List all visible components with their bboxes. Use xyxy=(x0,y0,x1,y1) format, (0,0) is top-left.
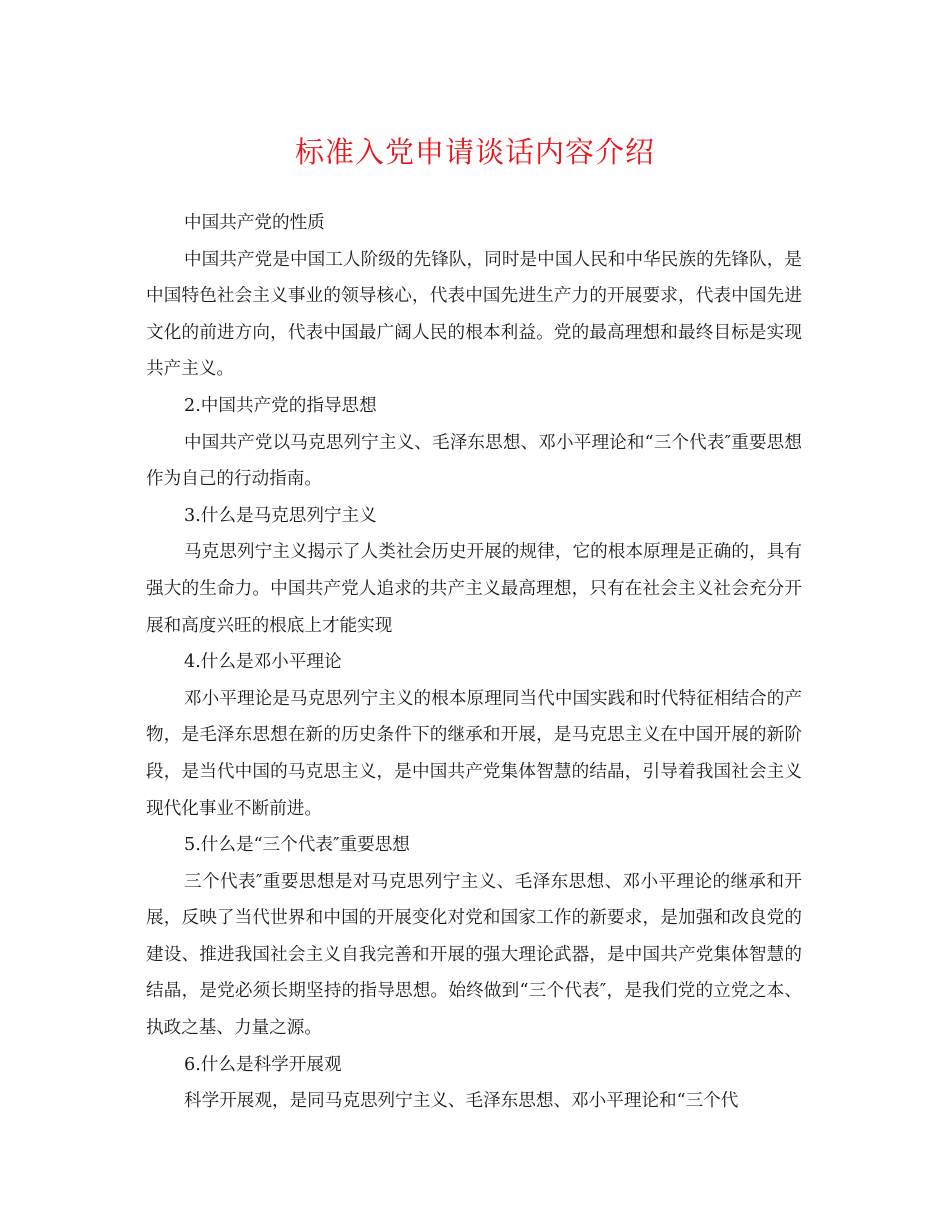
body-paragraph: 马克思列宁主义揭示了人类社会历史开展的规律，它的根本原理是正确的，具有强大的生命力。中国共产党人追求的共产主义最高理想，只有在社会主义社会充分开展和高度兴旺的根底上才能实现 xyxy=(146,542,802,636)
section-heading: 2.中国共产党的指导思想 xyxy=(184,395,377,416)
body-paragraph: 中国共产党是中国工人阶级的先锋队，同时是中国人民和中华民族的先锋队，是中国特色社会主义事业的领导核心，代表中国先进生产力的开展要求，代表中国先进文化的前进方向，代表中国最广阔人民的根本利益。党的最高理想和最终目标是实现共产主义。 xyxy=(146,249,802,380)
section-heading: 5.什么是“三个代表″重要思想 xyxy=(184,835,410,856)
section-heading: 3.什么是马克思列宁主义 xyxy=(184,505,377,526)
body-paragraph: 科学开展观，是同马克思列宁主义、毛泽东思想、邓小平理论和“三个代 xyxy=(184,1091,739,1112)
section-heading: 4.什么是邓小平理论 xyxy=(184,652,342,673)
body-paragraph: 中国共产党以马克思列宁主义、毛泽东思想、邓小平理论和“三个代表″重要思想作为自己的行动指南。 xyxy=(146,432,802,490)
body-paragraph: 三个代表″重要思想是对马克思列宁主义、毛泽东思想、邓小平理论的继承和开展，反映了当代世界和中国的开展变化对党和国家工作的新要求，是加强和改良党的建设、推进我国社会主义自我完善和开展的强大理论武器，是中国共产党集体智慧的结晶，是党必须长期坚持的指导思想。始终做到“三个代表″，是我们党的立党之本、执政之基、力量之源。 xyxy=(146,871,802,1039)
section-heading: 中国共产党的性质 xyxy=(184,213,325,233)
body-paragraph: 邓小平理论是马克思列宁主义的根本原理同当代中国实践和时代特征相结合的产物，是毛泽东思想在新的历史条件下的继承和开展，是马克思主义在中国开展的新阶段，是当代中国的马克思主义，是中国共产党集体智慧的结晶，引导着我国社会主义现代化事业不断前进。 xyxy=(146,688,802,819)
section-heading: 6.什么是科学开展观 xyxy=(184,1054,342,1075)
document-title: 标准入党申请谈话内容介绍 xyxy=(294,135,655,169)
document-body xyxy=(146,205,802,1120)
